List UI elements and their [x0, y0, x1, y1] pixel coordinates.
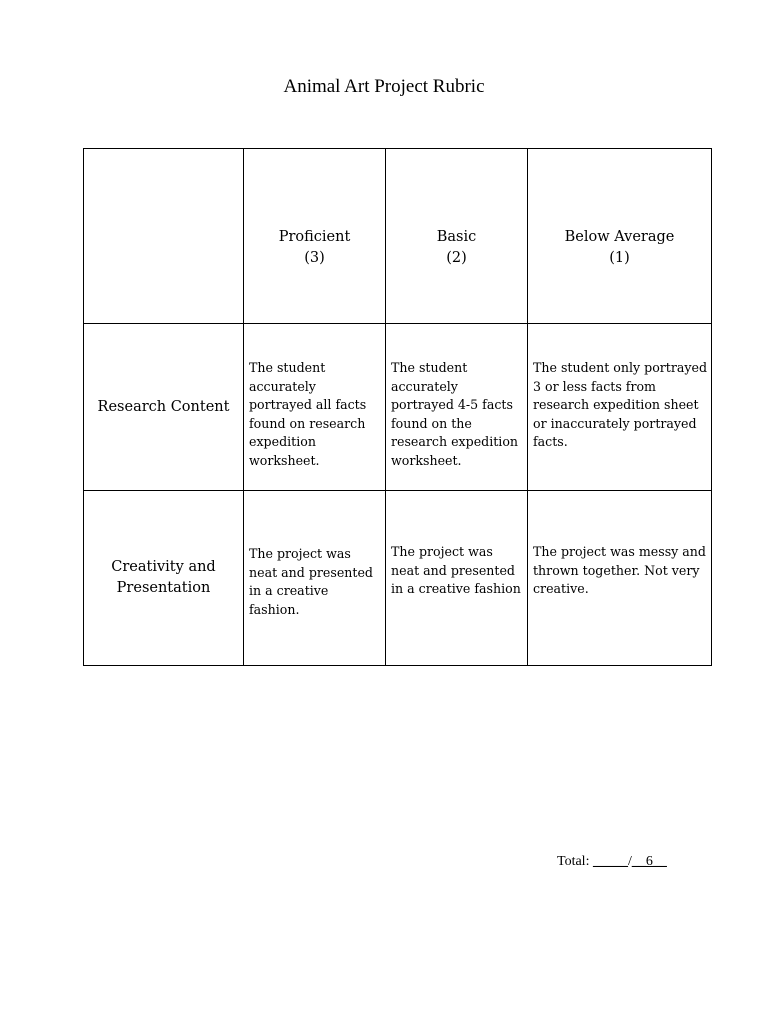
level-header-proficient [244, 149, 386, 324]
empty-corner-cell [84, 149, 244, 324]
criteria-text: The project was neat and presented in a creative fashion [391, 544, 521, 596]
criteria-text: The project was messy and thrown together. Not very creative. [533, 544, 706, 596]
level-name: Proficient [278, 229, 351, 245]
row-label: Creativity and Presentation [84, 491, 244, 666]
total-label: Total: [557, 854, 590, 869]
total-max: __6__ [631, 854, 667, 869]
criteria-text: The student only portrayed 3 or less facts from research expedition sheet or inaccurately portrayed facts. [533, 360, 708, 449]
criteria-text: The student accurately portrayed all facts found on research expedition worksheet. [249, 360, 367, 468]
table-header-row [84, 149, 712, 324]
table-row-creativity [84, 491, 712, 666]
criteria-cell [244, 491, 386, 666]
row-label: Research Content [84, 324, 244, 491]
criteria-text: The project was neat and presented in a creative fashion. [249, 546, 373, 617]
criteria-text: The student accurately portrayed 4-5 facts found on the research expedition worksheet. [391, 360, 519, 468]
criteria-cell [244, 324, 386, 491]
level-score: (3) [304, 250, 325, 266]
criteria-cell [528, 491, 712, 666]
total-score-line [557, 853, 667, 871]
level-header-basic [386, 149, 528, 324]
total-blank: _____ [592, 854, 628, 869]
level-name: Basic [436, 229, 477, 245]
criteria-cell [386, 324, 528, 491]
criteria-cell [386, 491, 528, 666]
table-row-research-content [84, 324, 712, 491]
total-separator: / [627, 854, 632, 869]
level-score: (2) [446, 250, 467, 266]
level-score: (1) [609, 250, 630, 266]
level-name: Below Average [564, 229, 675, 245]
rubric-table [83, 148, 712, 666]
level-header-below-average [528, 149, 712, 324]
criteria-cell [528, 324, 712, 491]
page-title: Animal Art Project Rubric [283, 76, 485, 97]
